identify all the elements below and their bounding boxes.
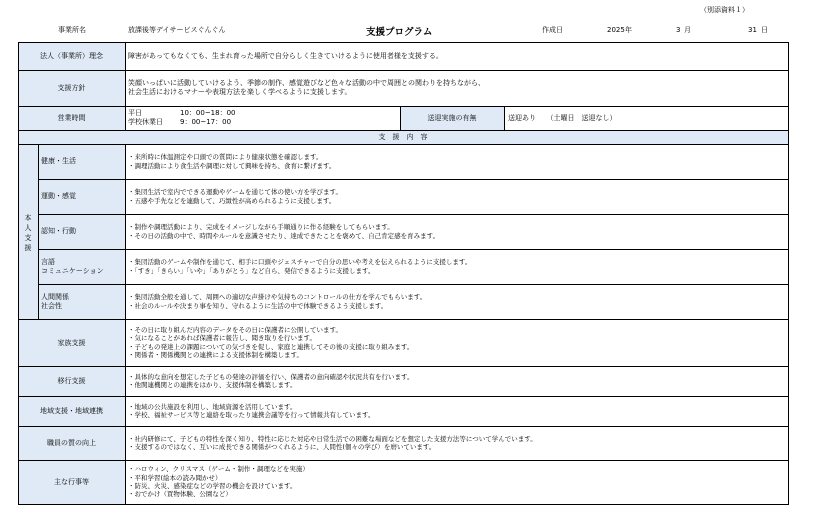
transport-label: 送迎実施の有無 [427,114,477,122]
personal-row-label-motor: 運動・感覚 [41,192,76,200]
creation-date-label: 作成日 [542,26,563,34]
policy-text [128,70,783,106]
personal-row-content-language: ・集団活動のゲームや制作を通じて、相手に口頭やジェスチャーで自分の思いや考えを伝えられるように支援します。 ・「すき」「きらい」「いや」「ありがとう」など自ら、発信できるように支援します。 [128,258,472,275]
personal-row-label-social: 人間関係 社会性 [41,292,69,310]
personal-row-label-language: 言語 コミュニケーション [41,257,104,275]
hours-label: 営業時間 [57,114,86,122]
day-unit: 日 [761,26,768,34]
staff-quality-content: ・社内研修にて、子どもの特性を深く知り、特性に応じた対応や日常生活での困難な場面などを想定した支援方法等について学んでいます。 ・支援するのではなく、互いに成長できる関係がつくれるように、人間性(個々の学び）を磨いています。 [128,434,537,451]
year-unit: 年 [625,26,632,34]
creation-year: 2025 [607,26,625,34]
personal-row-content-motor: ・集団生活で室内でできる運動やゲームを通じて体の使い方を学びます。 ・五感や手先などを連動して、巧緻性が高められるように支援します。 [128,188,342,205]
support-content-header: 支 援 内 容 [378,133,428,141]
page-title: 支援プログラム [366,27,433,38]
personal-row-label-health: 健康・生活 [41,157,76,165]
office-name-label: 事業所名 [58,26,86,34]
philosophy-text: 障害があってもなくても、生まれ育った場所で自分らしく生きていけるように使用者様を支援する。 [128,51,443,60]
attachment-reference: （別添資料１） [700,6,749,14]
holiday-hours: 9：00~17：00 [180,118,232,126]
creation-day: 31 [748,26,757,34]
office-name: 放課後等デイサービスぐんぐん [128,26,226,34]
holiday-label: 学校休業日 [128,118,163,126]
community-support-content: ・地域の公共施設を利用し、地域資源を活用しています。 ・学校、福祉サービス等と連絡を取ったり連携会議等を行って情報共有しています。 [128,402,375,419]
personal-row-label-cognition: 認知・行動 [41,227,76,235]
personal-row-content-cognition: ・制作や調理活動により、完成をイメージしながら手順通りに作る経験をしてもらいます。 ・その日の活動の中で、時間やルールを意識させたり、達成できたことを褒めて、自己肯定感を育みます。 [128,223,440,240]
month-unit: 月 [684,26,691,34]
personal-row-content-social: ・集団活動全般を通して、周囲への適切な声掛けや気持ちのコントロールの仕方を学んでもらいます。 ・社会のルールや決まり事を知り、守れるように生活の中で体験できるよう支援します。 [128,293,427,310]
family-support-content: ・その日に取り組んだ内容のデータをその日に保護者に公開しています。 ・気になることがあれば保護者に報告し、聞き取りを行います。 ・子どもの発達上の課題についての気づきを促し、家庭と連携してその後の支援に取り組みます。 ・関係者・関係機関との連携による支援体制を構築します。 [128,325,414,359]
personal-support-label: 本 人 支 援 [24,214,32,252]
transition-support-label: 移行支援 [57,377,86,385]
transport-value: 送迎あり （土曜日 送迎なし） [508,113,617,122]
main-events-content: ・ハロウィン、クリスマス（ゲーム・制作・調理などを実施） ・平和学習(絵本の読み聞かせ） ・防災、火災、感染症などの学習の機会を設けています。 ・おでかけ（買物体験、公園など） [128,465,309,499]
policy-label: 支援方針 [57,84,86,92]
creation-month: 3 [676,26,681,34]
family-support-label: 家族支援 [57,338,86,347]
weekday-hours: 10：00~18：00 [180,109,236,117]
transition-support-content: ・具体的な意向を想定した子どもの発達の評価を行い、保護者の意向確認や状況共有を行います。 ・他関連機関との連携をはかり、支援体制を構築します。 [128,372,414,389]
weekday-label: 平日 [128,109,142,117]
community-support-label: 地域支援・地域連携 [40,407,103,415]
main-events-label: 主な行事等 [54,478,89,486]
policy-line: 社会生活におけるマナーや表現方法を楽しく学べるように支援します。 [128,88,352,96]
policy-line: 笑顔いっぱいに活動していけるよう、季節の制作、感覚遊びなど色々な活動の中で周囲との関わりを持ちながら、 [128,79,485,87]
personal-row-content-health: ・来所時に体温測定や口頭での質問により健康状態を確認します。 ・調理活動により食生活や調理に対して興味を持ち、食育に繋げます。 [128,153,336,170]
staff-quality-label: 職員の質の向上 [47,439,96,447]
philosophy-label: 法人（事業所）理念 [40,52,103,60]
